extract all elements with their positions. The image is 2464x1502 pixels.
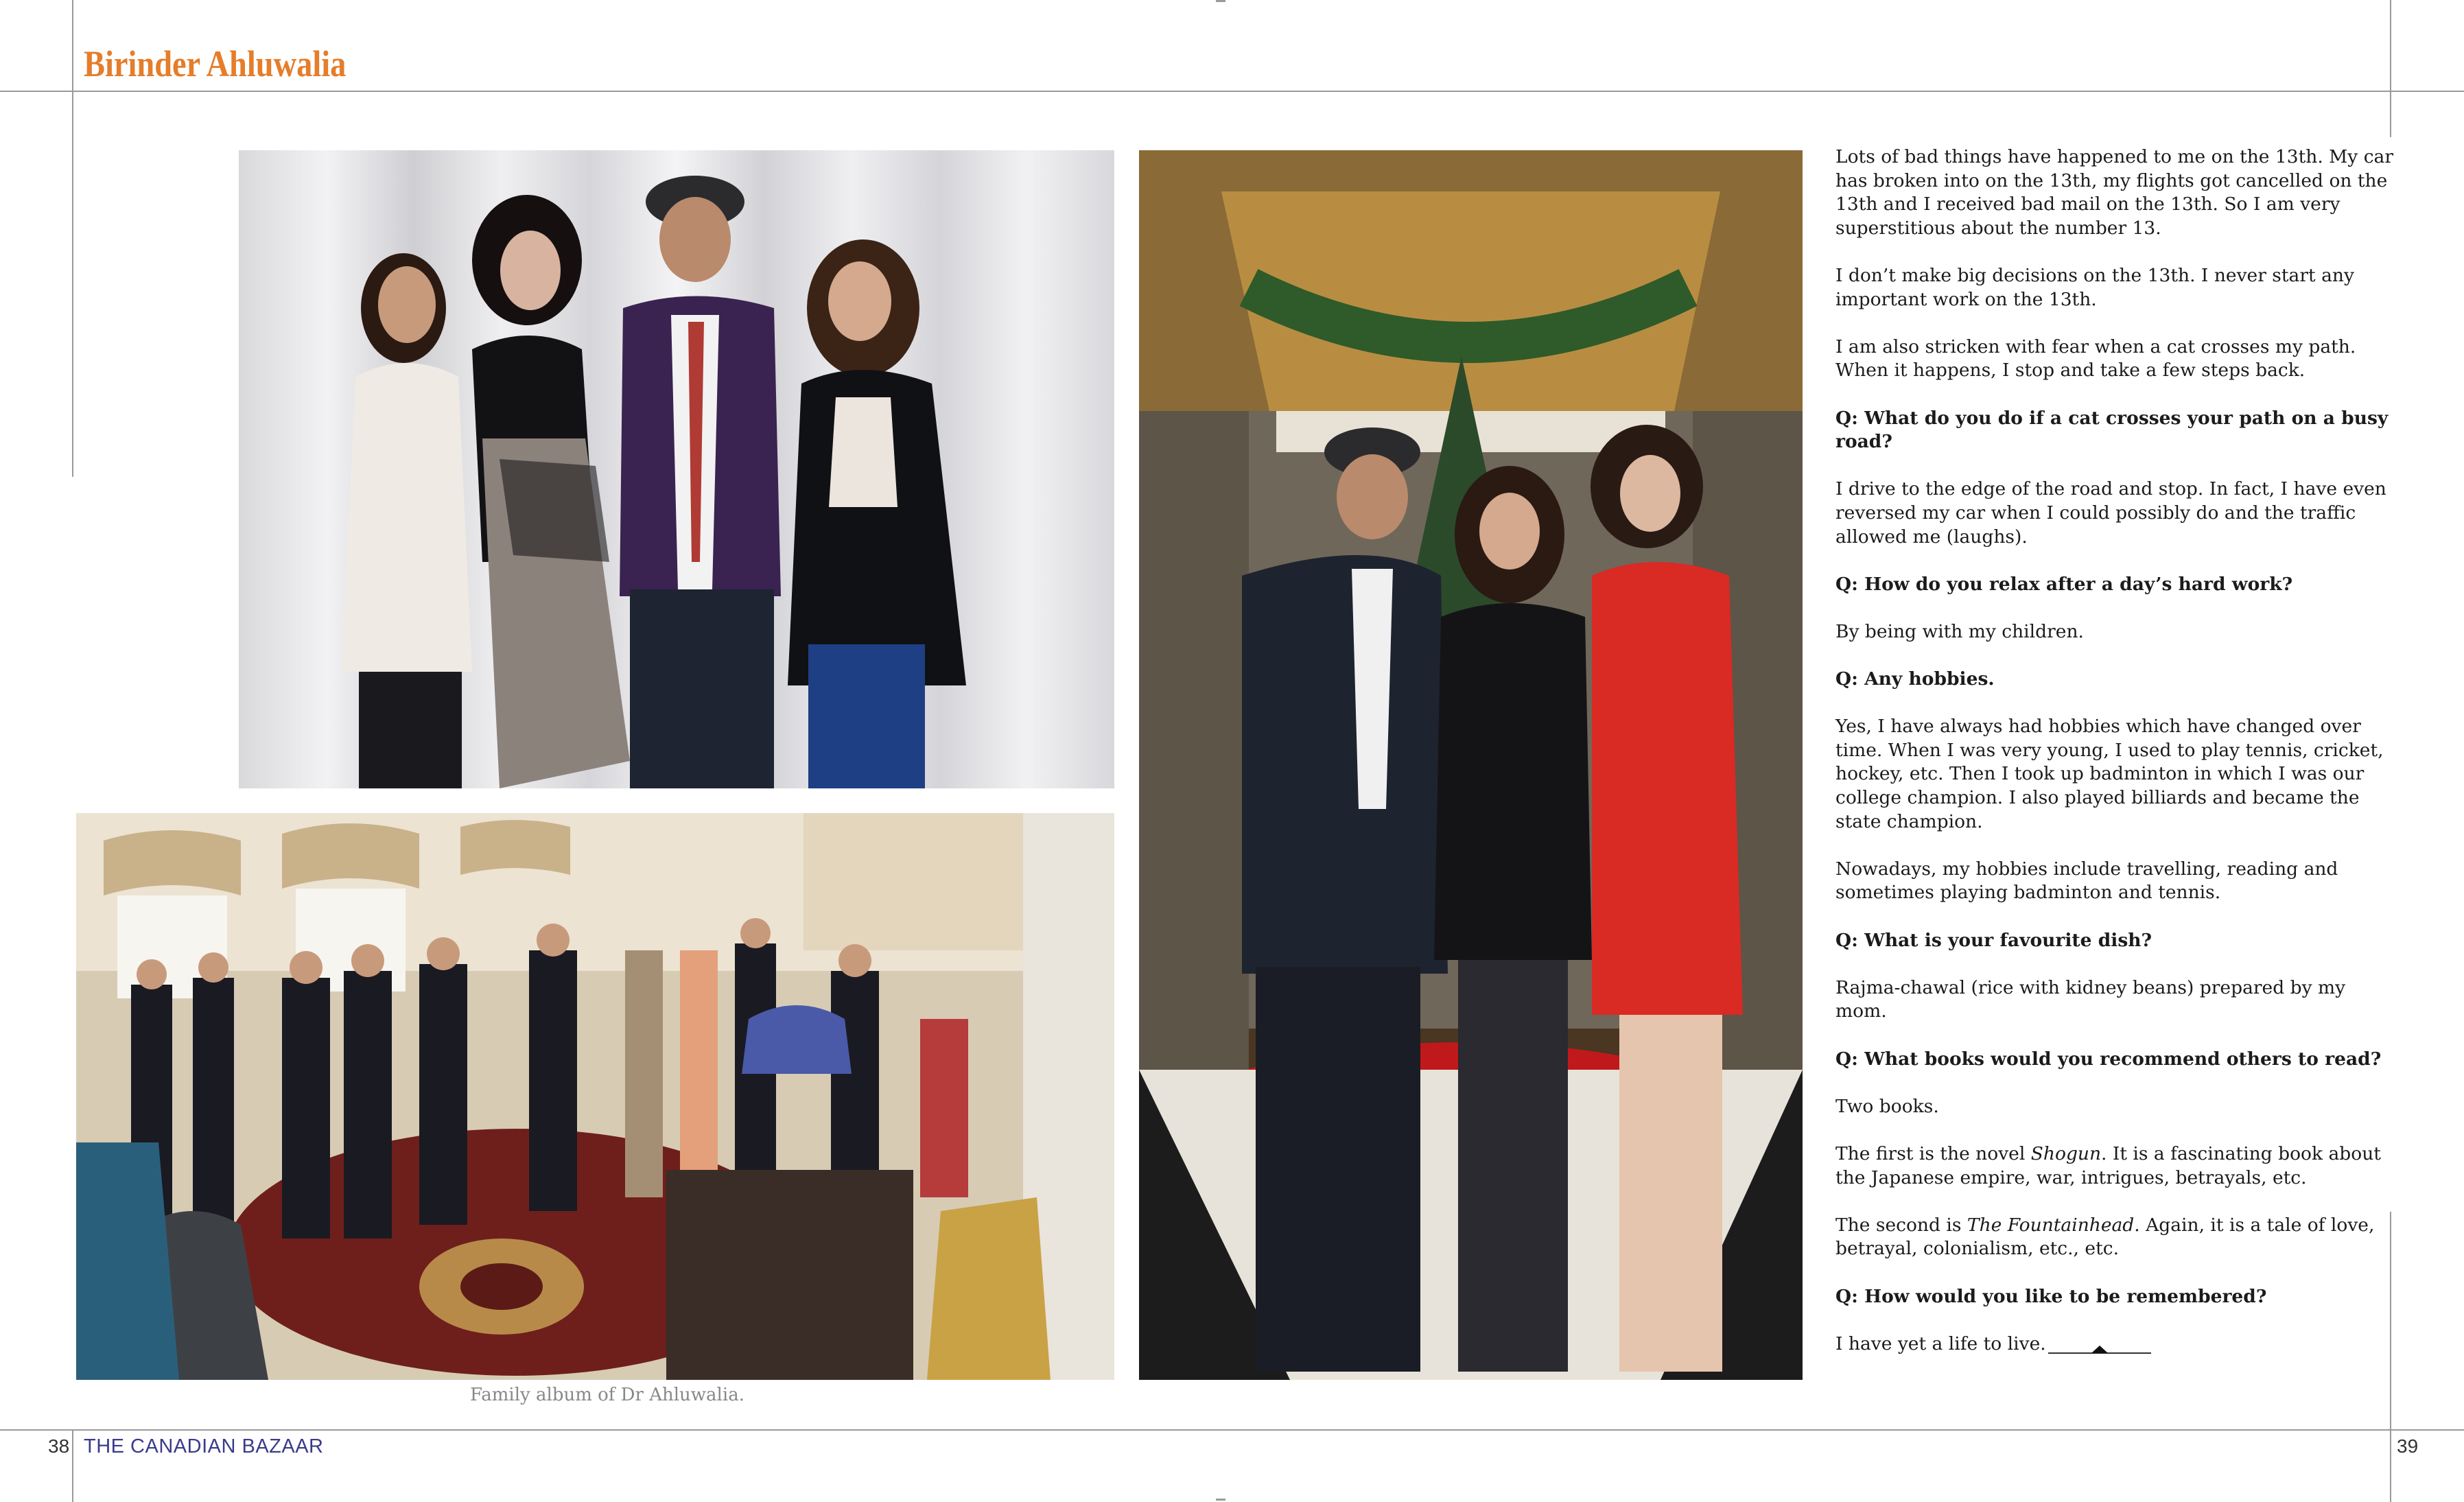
article-paragraph: I don’t make big decisions on the 13th. I never start any important work on the 13th. — [1835, 264, 2354, 310]
text-run: The second is — [1835, 1214, 1967, 1236]
text-run: . Again, it is a tale of love, betrayal, colonialism, etc., etc. — [1835, 1214, 2375, 1260]
article-paragraph: Lots of bad things have happened to me on the 13th. My car has broken into on the 13th, my flights got cancelled on the 13th and I received bad mail on the 13th. So I am very superstitious about the number 13. — [1835, 146, 2394, 239]
profile-name-title: Birinder Ahluwalia — [84, 43, 347, 84]
article-paragraph: Two books. — [1835, 1095, 1939, 1117]
interview-question: Q: Any hobbies. — [1835, 668, 1995, 690]
left-page-number: 38 — [48, 1435, 70, 1457]
interview-question: Q: What is your favourite dish? — [1835, 929, 2152, 951]
left-margin-rule — [72, 0, 73, 477]
book-title-fountainhead: The Fountainhead — [1967, 1214, 2135, 1236]
right-page-number: 39 — [2397, 1435, 2419, 1457]
interview-question: Q: How do you relax after a day’s hard work? — [1835, 573, 2293, 595]
article-paragraph: I am also stricken with fear when a cat crosses my path. When it happens, I stop and take a few steps back. — [1835, 336, 2356, 382]
article-paragraph: Rajma-chawal (rice with kidney beans) prepared by my mom. — [1835, 976, 2346, 1022]
article-paragraph: I drive to the edge of the road and stop. In fact, I have even reversed my car when I could possibly do and the traffic allowed me (laughs). — [1835, 478, 2386, 548]
party-gathering-photo — [76, 813, 1114, 1380]
top-center-tick — [1216, 0, 1225, 2]
family-white-backdrop-photo — [239, 150, 1114, 788]
interview-question: Q: How would you like to be remembered? — [1835, 1285, 2267, 1307]
article-paragraph: I have yet a life to live. — [1835, 1333, 2046, 1354]
photo-caption: Family album of Dr Ahluwalia. — [470, 1385, 744, 1405]
end-mark-icon — [2048, 1341, 2151, 1355]
article-paragraph-fountainhead — [1835, 1214, 2402, 1261]
right-margin-rule — [2390, 0, 2391, 137]
interview-question: Q: What do you do if a cat crosses your path on a busy road? — [1835, 407, 2389, 453]
article-paragraph: By being with my children. — [1835, 620, 2084, 642]
article-paragraph: Yes, I have always had hobbies which have changed over time. When I was very young, I used to play tennis, cricket, hockey, etc. Then I took up badminton in which I was our college champion. I also played billiards and became the state champion. — [1835, 716, 2384, 832]
text-run: . It is a fascinating book about the Japanese empire, war, intrigues, betrayals, etc. — [1835, 1142, 2381, 1188]
interview-article — [1835, 145, 2402, 1380]
interview-question: Q: What books would you recommend others to read? — [1835, 1048, 2382, 1070]
photo-icon — [239, 150, 1114, 788]
header-rule — [0, 91, 2464, 92]
bottom-center-tick — [1216, 1499, 1225, 1501]
book-title-shogun: Shogun — [2030, 1142, 2102, 1164]
family-christmas-tree-photo — [1139, 150, 1803, 1380]
publication-name: THE CANADIAN BAZAAR — [84, 1435, 324, 1457]
photo-icon — [76, 813, 1114, 1380]
footer-rule — [0, 1429, 2464, 1431]
article-paragraph: Nowadays, my hobbies include travelling, reading and sometimes playing badminton and tennis. — [1835, 858, 2338, 904]
article-paragraph-shogun — [1835, 1142, 2402, 1190]
photo-icon — [1139, 150, 1803, 1380]
text-run: The first is the novel — [1835, 1142, 2031, 1164]
left-margin-rule-lower — [72, 1430, 73, 1502]
